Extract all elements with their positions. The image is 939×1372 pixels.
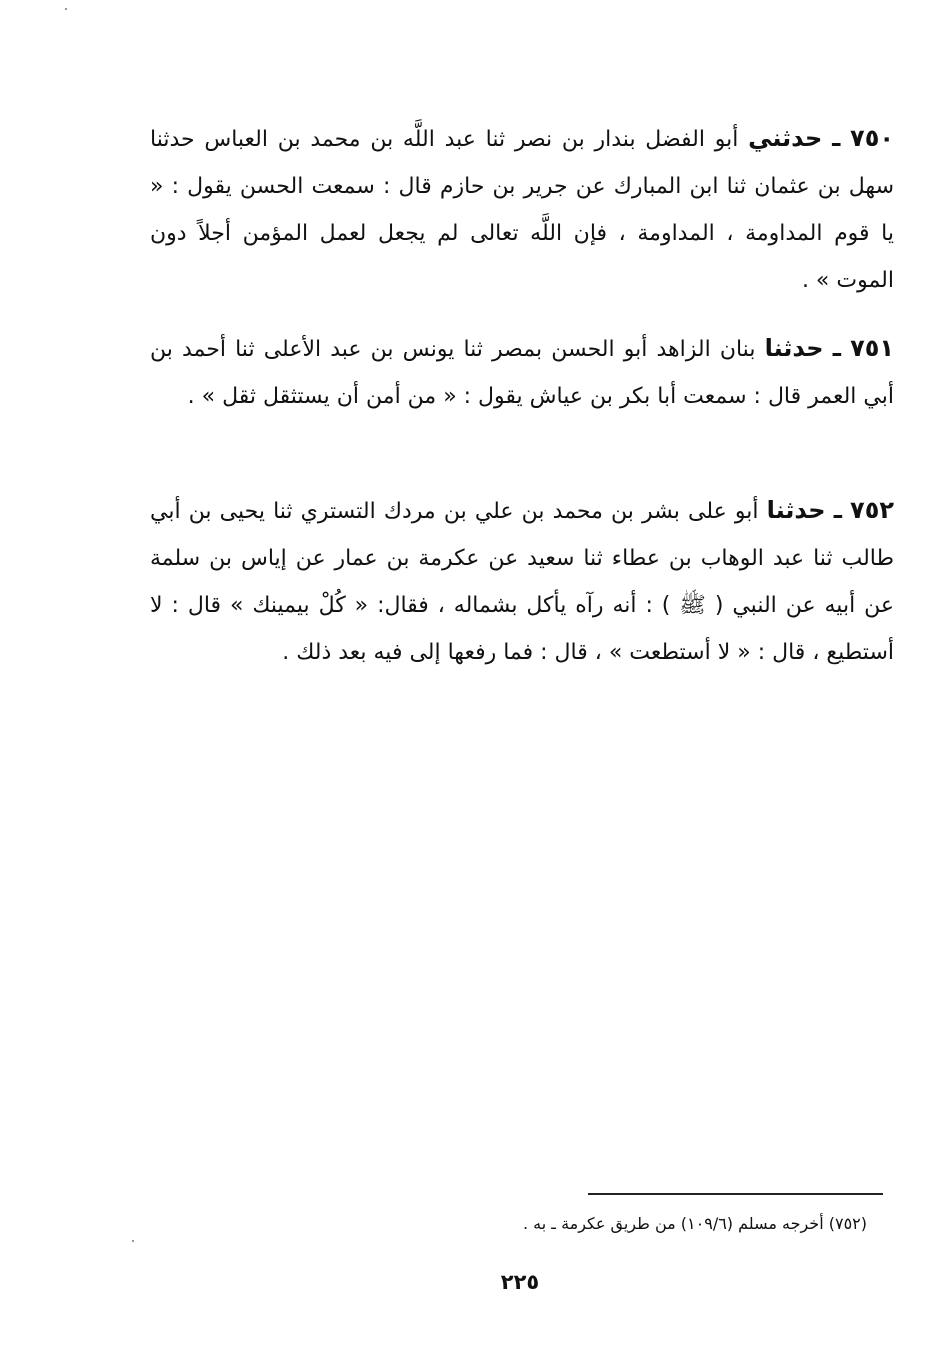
hadith-752 [150, 487, 894, 676]
scan-speck [132, 1240, 134, 1242]
hadith-lead-word: حدثنا [766, 496, 826, 524]
hadith-number: ٧٥٢ [850, 496, 894, 524]
hadith-dash: ـ [832, 334, 841, 362]
hadith-body: أبو الفضل بندار بن نصر ثنا عبد اللَّه بن محمد بن العباس حدثنا سهل بن عثمان ثنا ابن المبارك عن جرير بن حازم قال : سمعت الحسن يقول : « يا قوم المداومة ، المداومة ، فإن اللَّه تعالى لم يجعل لعمل المؤمن أجلاً دون الموت » . [150, 127, 894, 293]
hadith-body: بنان الزاهد أبو الحسن بمصر ثنا يونس بن عبد الأعلى ثنا أحمد بن أبي العمر قال : سمعت أبا بكر بن عياش يقول : « من أمن أن يستثقل ثقل » . [150, 337, 894, 409]
hadith-750 [150, 115, 894, 304]
hadith-lead-word: حدثنا [764, 334, 824, 362]
hadith-body: أبو على بشر بن محمد بن علي بن مردك التستري ثنا يحيى بن أبي طالب ثنا عبد الوهاب بن عطاء ثنا سعيد عن عكرمة بن عمار عن إياس بن سلمة عن أبيه عن النبي ( ﷺ ) : أنه رآه يأكل بشماله ، فقال: « كُلْ بيمينك » قال : لا أستطيع ، قال : « لا أستطعت » ، قال : فما رفعها إلى فيه بعد ذلك . [150, 499, 894, 665]
hadith-dash: ـ [833, 496, 842, 524]
hadith-dash: ـ [832, 124, 841, 152]
hadith-751 [150, 325, 894, 420]
footnote-divider [588, 1193, 883, 1195]
page-number: ٢٢٥ [500, 1270, 540, 1294]
hadith-number: ٧٥١ [850, 334, 895, 362]
hadith-lead-word: حدثني [748, 124, 823, 152]
scan-speck [65, 8, 67, 10]
hadith-number: ٧٥٠ [850, 124, 894, 152]
footnote: (٧٥٢) أخرجه مسلم (١٠٩/٦) من طريق عكرمة ـ به . [523, 1214, 867, 1233]
